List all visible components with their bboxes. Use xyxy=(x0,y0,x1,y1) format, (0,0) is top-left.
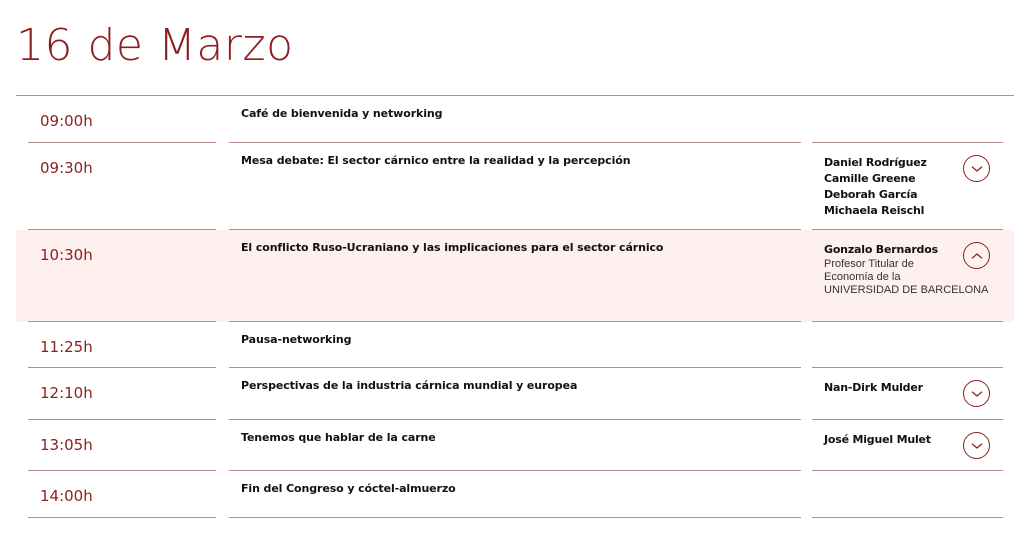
schedule-row xyxy=(16,471,1014,518)
row-divider xyxy=(812,517,1003,518)
chevron-up-icon xyxy=(969,248,985,264)
expand-button[interactable] xyxy=(963,155,990,182)
session-title: Perspectivas de la industria cárnica mundial y europea xyxy=(241,379,578,392)
speaker-list xyxy=(824,242,989,297)
session-title: Café de bienvenida y networking xyxy=(241,107,443,120)
schedule-row xyxy=(16,322,1014,368)
session-time: 12:10h xyxy=(40,384,93,402)
session-time: 11:25h xyxy=(40,338,93,356)
session-time: 09:00h xyxy=(40,112,93,130)
schedule-row[interactable] xyxy=(16,230,1014,322)
row-divider xyxy=(28,517,216,518)
session-title: Fin del Congreso y cóctel-almuerzo xyxy=(241,482,456,495)
row-divider xyxy=(229,517,801,518)
speaker-name: Michaela Reischl xyxy=(824,204,925,217)
session-title: Tenemos que hablar de la carne xyxy=(241,431,436,444)
schedule-row[interactable] xyxy=(16,368,1014,420)
expand-button[interactable] xyxy=(963,380,990,407)
expand-button[interactable] xyxy=(963,432,990,459)
session-time: 10:30h xyxy=(40,246,93,264)
session-title: El conflicto Ruso-Ucraniano y las implicaciones para el sector cárnico xyxy=(241,241,664,254)
chevron-down-icon xyxy=(969,161,985,177)
session-time: 13:05h xyxy=(40,436,93,454)
speaker-description: UNIVERSIDAD DE BARCELONA xyxy=(824,284,989,296)
speaker-name: José Miguel Mulet xyxy=(824,433,931,446)
schedule-row[interactable] xyxy=(16,420,1014,471)
session-time: 14:00h xyxy=(40,487,93,505)
chevron-down-icon xyxy=(969,386,985,402)
speaker-name: Gonzalo Bernardos xyxy=(824,243,938,256)
chevron-down-icon xyxy=(969,438,985,454)
speaker-list xyxy=(824,380,974,396)
speaker-name: Nan-Dirk Mulder xyxy=(824,381,923,394)
speaker-description: Economía de la xyxy=(824,271,901,283)
page-title: 16 de Marzo xyxy=(16,20,294,71)
speaker-description: Profesor Titular de xyxy=(824,258,914,270)
speaker-name: Camille Greene xyxy=(824,172,916,185)
session-title: Pausa-networking xyxy=(241,333,352,346)
schedule-row xyxy=(16,96,1014,143)
session-time: 09:30h xyxy=(40,159,93,177)
speaker-name: Daniel Rodríguez xyxy=(824,156,927,169)
speaker-list xyxy=(824,432,974,448)
speaker-name: Deborah García xyxy=(824,188,918,201)
speaker-list xyxy=(824,155,974,219)
schedule-row[interactable] xyxy=(16,143,1014,230)
collapse-button[interactable] xyxy=(963,242,990,269)
session-title: Mesa debate: El sector cárnico entre la realidad y la percepción xyxy=(241,154,631,167)
